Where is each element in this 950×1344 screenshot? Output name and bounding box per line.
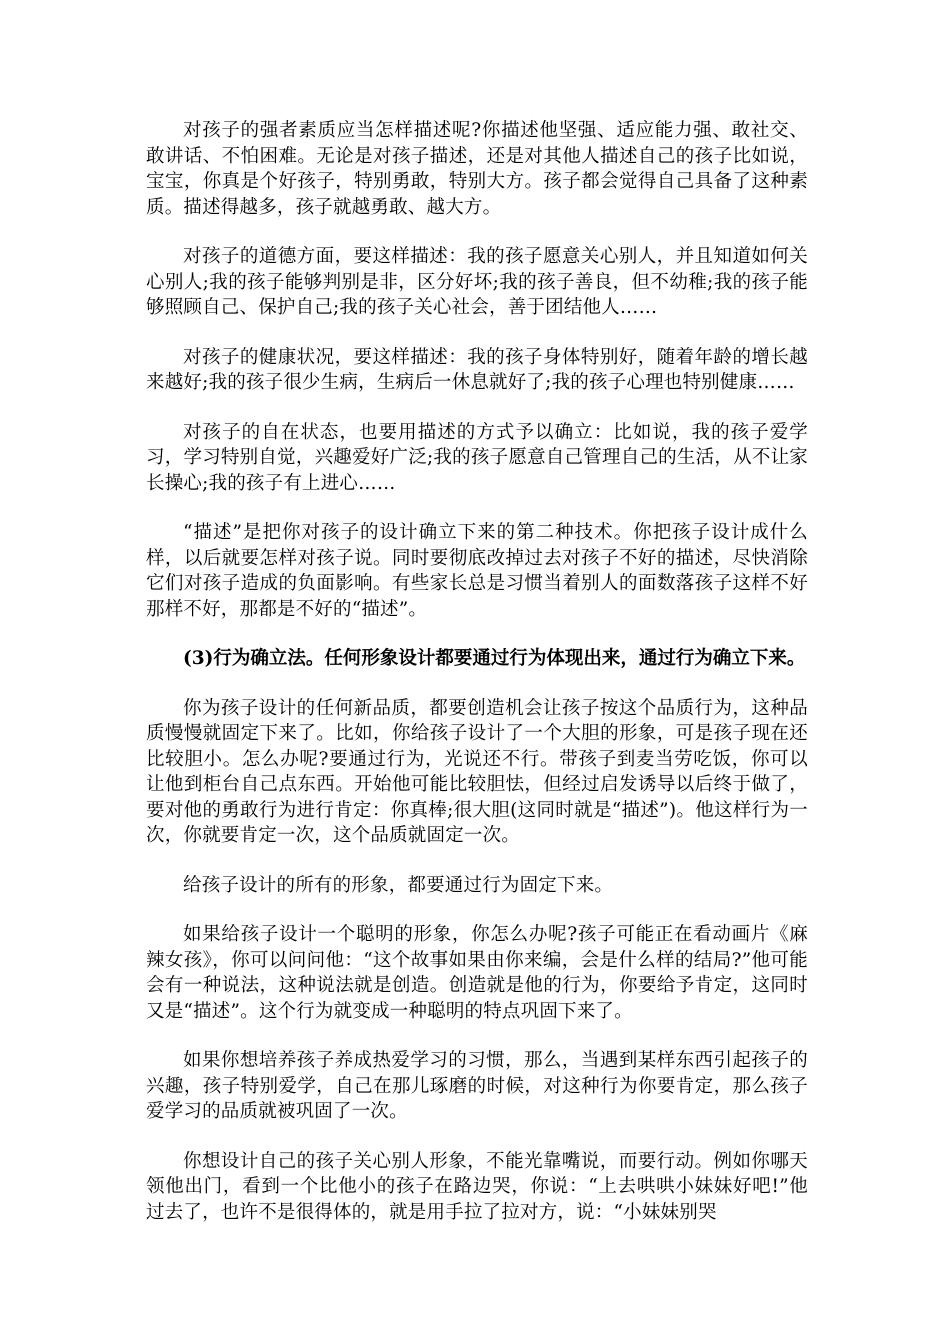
- paragraph-fix-by-behavior: 给孩子设计的所有的形象，都要通过行为固定下来。: [183, 874, 614, 896]
- paragraph-strong-qualities: 对孩子的强者素质应当怎样描述呢?你描述他坚强、适应能力强、敢社交、敢讲话、不怕困难。无论是对孩子描述，还是对其他人描述自己的孩子比如说，宝宝，你真是个好孩子，特别勇敢，特别大方。孩子都会觉得自己具备了这种素质。描述得越多，孩子就越勇敢、越大方。: [146, 120, 808, 218]
- paragraph-love-learning: 如果你想培养孩子养成热爱学习的习惯，那么，当遇到某样东西引起孩子的兴趣，孩子特别爱学，自己在那儿琢磨的时候，对这种行为你要肯定，那么孩子爱学习的品质就被巩固了一次。: [146, 1050, 808, 1122]
- paragraph-health-status: 对孩子的健康状况，要这样描述：我的孩子身体特别好，随着年龄的增长越来越好;我的孩子很少生病，生病后一休息就好了;我的孩子心理也特别健康……: [146, 346, 808, 393]
- paragraph-caring-image: 你想设计自己的孩子关心别人形象，不能光靠嘴说，而要行动。例如你哪天领他出门，看到一个比他小的孩子在路边哭，你说：“上去哄哄小妹妹好吧!”他过去了，也许不是很得体的，就是用手拉了拉对方，说：“小妹妹别哭: [146, 1150, 808, 1223]
- paragraph-new-qualities: 你为孩子设计的任何新品质，都要创造机会让孩子按这个品质行为，这种品质慢慢就固定下来了。比如，你给孩子设计了一个大胆的形象，可是孩子现在还比较胆小。怎么办呢?要通过行为，光说还不行。带孩子到麦当劳吃饭，你可以让他到柜台自己点东西。开始他可能比较胆怯，但经过启发诱导以后终于做了，要对他的勇敢行为进行肯定：你真棒;很大胆(这同时就是“描述”)。他这样行为一次，你就要肯定一次，这个品质就固定一次。: [146, 697, 808, 846]
- section-heading-behavior-method: (3)行为确立法。任何形象设计都要通过行为体现出来，通过行为确立下来。: [183, 648, 806, 669]
- paragraph-free-state: 对孩子的自在状态，也要用描述的方式予以确立：比如说，我的孩子爱学习，学习特别自觉，兴趣爱好广泛;我的孩子愿意自己管理自己的生活，从不让家长操心;我的孩子有上进心……: [146, 421, 808, 494]
- paragraph-description-technique: “描述”是把你对孩子的设计确立下来的第二种技术。你把孩子设计成什么样，以后就要怎样对孩子说。同时要彻底改掉过去对孩子不好的描述，尽快消除它们对孩子造成的负面影响。有些家长总是习惯当着别人的面数落孩子这样不好那样不好，那都是不好的“描述”。: [146, 522, 808, 620]
- body-text: [146, 118, 808, 1249]
- paragraph-smart-image: 如果给孩子设计一个聪明的形象，你怎么办呢?孩子可能正在看动画片《麻辣女孩》，你可以问问他：“这个故事如果由你来编，会是什么样的结局?”他可能会有一种说法，这种说法就是创造。创造就是他的行为，你要给予肯定，这同时又是“描述”。这个行为就变成一种聪明的特点巩固下来了。: [146, 924, 808, 1022]
- paragraph-moral-aspect: 对孩子的道德方面，要这样描述：我的孩子愿意关心别人，并且知道如何关心别人;我的孩子能够判别是非，区分好坏;我的孩子善良，但不幼稚;我的孩子能够照顾自己、保护自己;我的孩子关心社会，善于团结他人……: [146, 246, 808, 318]
